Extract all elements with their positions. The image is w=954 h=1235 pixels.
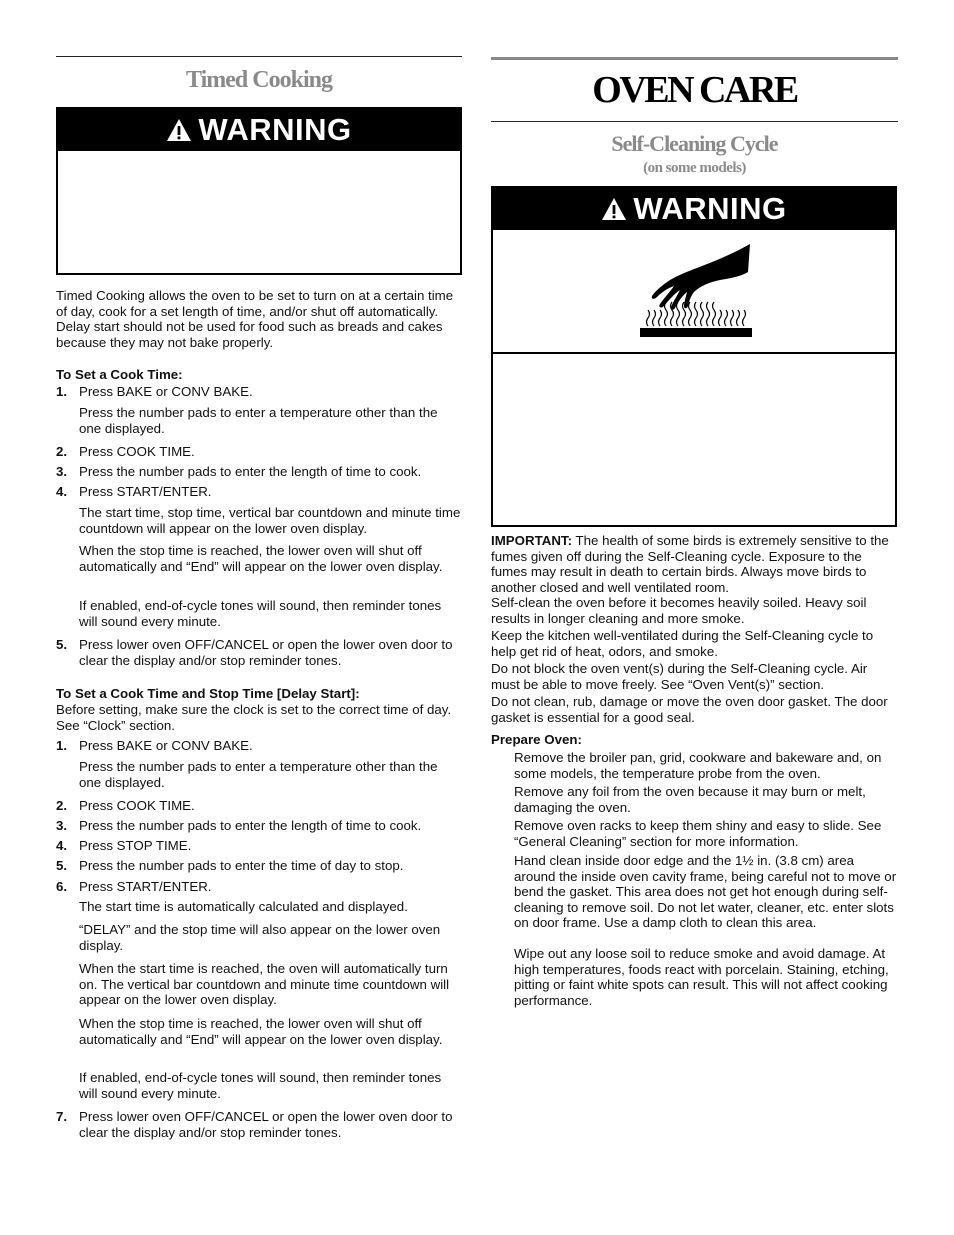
birds-important-note bbox=[491, 533, 898, 595]
self-cleaning-subheading: (on some models) bbox=[643, 160, 746, 176]
important-label: IMPORTANT: bbox=[491, 533, 573, 548]
step-text: Press COOK TIME. bbox=[79, 798, 195, 813]
important-text: The health of some birds is extremely sensitive to the fumes given off during the Self-Cleaning cycle. Exposure to the fumes may result in death to certain birds. Always move birds to another closed and well ventilated room. bbox=[491, 533, 889, 595]
step-text: If enabled, end-of-cycle tones will sound, then reminder tones will sound every minute. bbox=[79, 1070, 442, 1101]
paragraph: Do not block the oven vent(s) during the Self-Cleaning cycle. Air must be able to move freely. See “Oven Vent(s)” section. bbox=[491, 661, 868, 692]
numbered-step bbox=[56, 384, 462, 400]
timed-cooking-intro: Timed Cooking allows the oven to be set to turn on at a certain time of day, cook for a set length of time, and/or shut off automatically. Delay start should not be used for food such as breads and cakes because they may not bake properly. bbox=[56, 288, 454, 350]
step-text: Press BAKE or CONV BAKE. bbox=[79, 738, 253, 753]
step-detail bbox=[56, 598, 462, 629]
hot-surface-hand-icon bbox=[640, 242, 752, 338]
step-detail bbox=[56, 1070, 462, 1101]
step-number: 4. bbox=[56, 484, 68, 499]
numbered-step bbox=[56, 444, 462, 460]
numbered-step bbox=[56, 464, 462, 480]
top-rule bbox=[56, 56, 462, 57]
step-detail bbox=[56, 759, 462, 790]
numbered-step bbox=[56, 484, 462, 500]
step-detail bbox=[56, 899, 462, 915]
prepare-oven-title: Prepare Oven: bbox=[491, 732, 582, 747]
step-number: 3. bbox=[56, 818, 68, 833]
oven-care-title: OVEN CARE bbox=[592, 69, 797, 111]
step-number: 5. bbox=[56, 637, 68, 652]
self-cleaning-warning-box bbox=[491, 186, 897, 527]
step-text: When the stop time is reached, the lower oven will shut off automatically and “End” will appear on the lower oven display. bbox=[79, 1016, 443, 1047]
prepare-item: Wipe out any loose soil to reduce smoke and avoid damage. At high temperatures, foods react with porcelain. Staining, etching, pitting or faint white spots can result. This will not affect cooking performance. bbox=[514, 946, 889, 1008]
paragraph: Keep the kitchen well-ventilated during the Self-Cleaning cycle to help get rid of heat, odors, and smoke. bbox=[491, 628, 874, 659]
step-text: Press COOK TIME. bbox=[79, 444, 195, 459]
step-text: When the start time is reached, the oven will automatically turn on. The vertical bar countdown and minute time countdown will appear on the lower oven display. bbox=[79, 961, 450, 1007]
delay-start-title: To Set a Cook Time and Stop Time [Delay Start]: bbox=[56, 686, 360, 701]
step-text: Press BAKE or CONV BAKE. bbox=[79, 384, 253, 399]
step-text: When the stop time is reached, the lower oven will shut off automatically and “End” will appear on the lower oven display. bbox=[79, 543, 443, 574]
step-detail bbox=[56, 505, 462, 536]
step-text: If enabled, end-of-cycle tones will sound, then reminder tones will sound every minute. bbox=[79, 598, 442, 629]
step-text: Press the number pads to enter a temperature other than the one displayed. bbox=[79, 405, 438, 436]
step-number: 3. bbox=[56, 464, 68, 479]
step-text: Press START/ENTER. bbox=[79, 879, 212, 894]
paragraph: Do not clean, rub, damage or move the oven door gasket. The door gasket is essential for a good seal. bbox=[491, 694, 888, 725]
warning-label: WARNING bbox=[633, 191, 787, 227]
numbered-step bbox=[56, 1109, 462, 1140]
step-detail bbox=[56, 1016, 462, 1047]
numbered-step bbox=[56, 637, 462, 668]
step-text: The start time, stop time, vertical bar countdown and minute time countdown will appear on the lower oven display. bbox=[79, 505, 461, 536]
step-number: 2. bbox=[56, 798, 68, 813]
step-number: 1. bbox=[56, 738, 68, 753]
warning-bar bbox=[493, 188, 895, 230]
step-detail bbox=[56, 405, 462, 436]
numbered-step bbox=[56, 798, 462, 814]
step-text: Press lower oven OFF/CANCEL or open the lower oven door to clear the display and/or stop reminder tones. bbox=[79, 637, 453, 668]
step-number: 7. bbox=[56, 1109, 68, 1124]
cook-time-title: To Set a Cook Time: bbox=[56, 367, 183, 382]
timed-cooking-warning-box bbox=[56, 107, 462, 275]
step-detail bbox=[56, 961, 462, 1008]
step-text: Press the number pads to enter the length of time to cook. bbox=[79, 464, 422, 479]
warning-triangle-icon bbox=[601, 197, 627, 221]
step-text: Press START/ENTER. bbox=[79, 484, 212, 499]
step-text: The start time is automatically calculated and displayed. bbox=[79, 899, 408, 914]
warning-divider bbox=[493, 352, 895, 354]
warning-triangle-icon bbox=[166, 118, 192, 142]
warning-label: WARNING bbox=[198, 112, 352, 148]
hot-surface-panel bbox=[493, 230, 895, 352]
warning-bar bbox=[58, 109, 460, 151]
step-text: Press the number pads to enter the length of time to cook. bbox=[79, 818, 422, 833]
numbered-step bbox=[56, 858, 462, 874]
paragraph: Self-clean the oven before it becomes heavily soiled. Heavy soil results in longer cleaning and more smoke. bbox=[491, 595, 867, 626]
step-detail bbox=[56, 922, 462, 953]
step-number: 5. bbox=[56, 858, 68, 873]
numbered-step bbox=[56, 818, 462, 834]
step-detail bbox=[56, 543, 462, 574]
step-number: 6. bbox=[56, 879, 68, 894]
prepare-item: Remove the broiler pan, grid, cookware and bakeware and, on some models, the temperature probe from the oven. bbox=[514, 750, 882, 781]
step-text: Press the number pads to enter a temperature other than the one displayed. bbox=[79, 759, 438, 790]
step-text: Press STOP TIME. bbox=[79, 838, 192, 853]
step-text: Press the number pads to enter the time of day to stop. bbox=[79, 858, 404, 873]
step-number: 2. bbox=[56, 444, 68, 459]
step-text: “DELAY” and the stop time will also appear on the lower oven display. bbox=[79, 922, 441, 953]
numbered-step bbox=[56, 838, 462, 854]
numbered-step bbox=[56, 738, 462, 754]
prepare-item: Hand clean inside door edge and the 1½ in. (3.8 cm) area around the inside oven cavity frame, being careful not to move or bend the gasket. This area does not get hot enough during self-cleaning to remove soil. Do not let water, cleaner, etc. enter slots on door frame. Use a damp cloth to clean this area. bbox=[514, 853, 897, 930]
delay-start-intro: Before setting, make sure the clock is set to the correct time of day. See “Clock” section. bbox=[56, 702, 452, 733]
timed-cooking-heading: Timed Cooking bbox=[186, 67, 332, 93]
step-text: Press lower oven OFF/CANCEL or open the lower oven door to clear the display and/or stop reminder tones. bbox=[79, 1109, 453, 1140]
step-number: 1. bbox=[56, 384, 68, 399]
self-cleaning-heading: Self-Cleaning Cycle bbox=[611, 131, 778, 156]
step-number: 4. bbox=[56, 838, 68, 853]
title-rule bbox=[491, 121, 898, 122]
top-thick-rule bbox=[491, 57, 898, 60]
prepare-item: Remove oven racks to keep them shiny and easy to slide. See “General Cleaning” section for more information. bbox=[514, 818, 882, 849]
numbered-step bbox=[56, 879, 462, 895]
prepare-item: Remove any foil from the oven because it may burn or melt, damaging the oven. bbox=[514, 784, 866, 815]
